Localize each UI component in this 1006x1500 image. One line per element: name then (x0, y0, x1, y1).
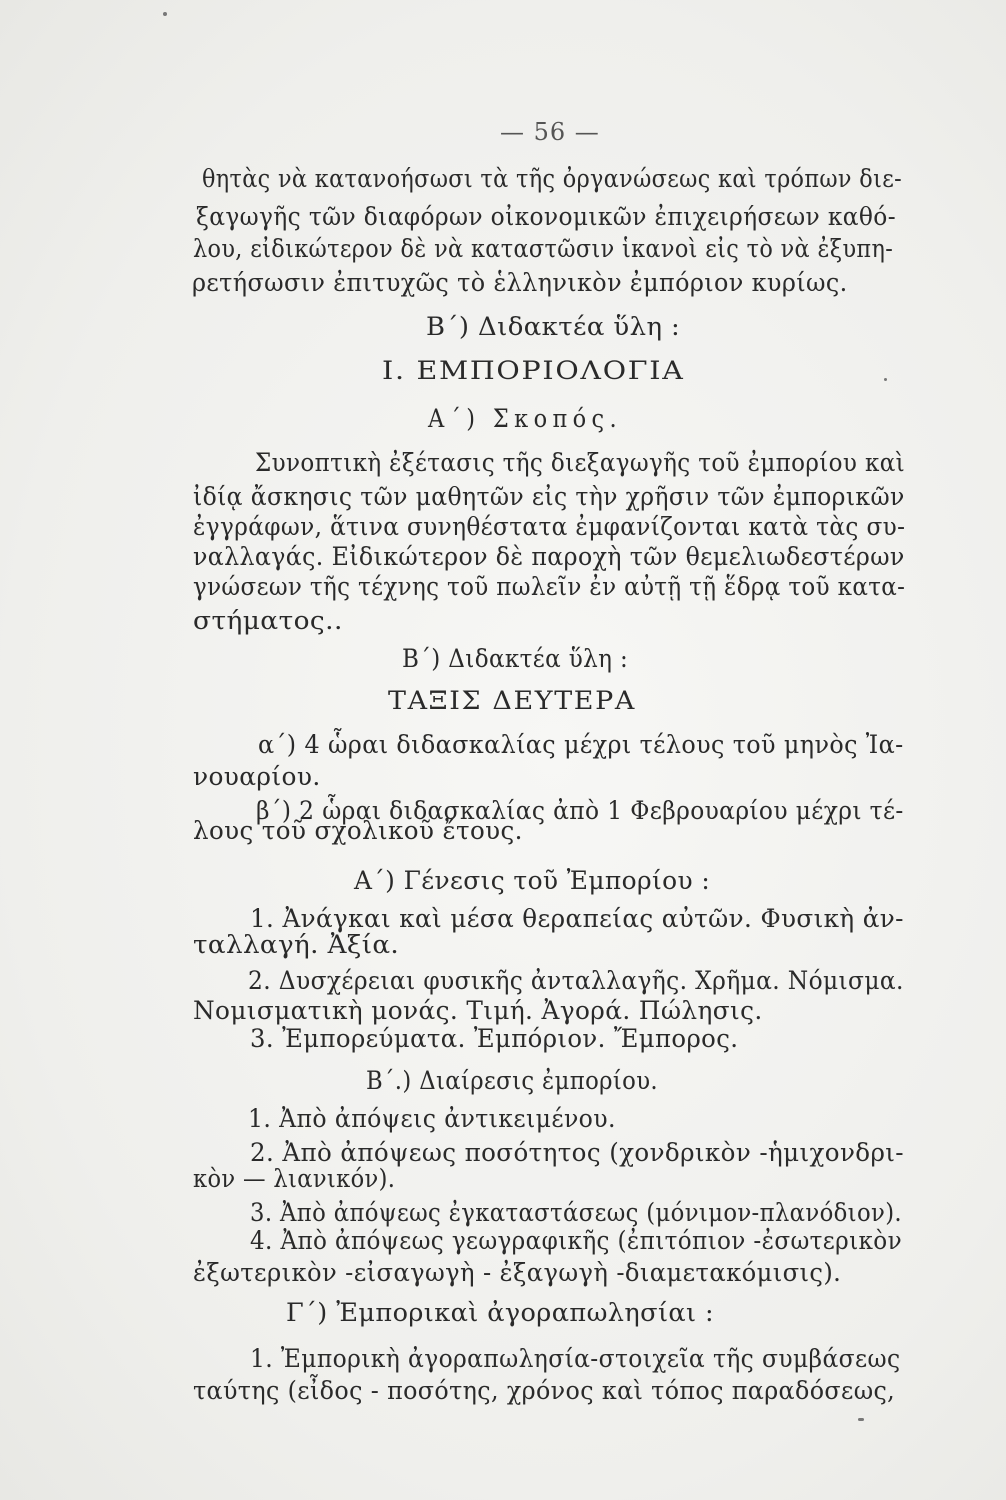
text-line: στήματος.. (193, 606, 343, 635)
ink-speck (163, 12, 167, 16)
class-title: ΤΑΞΙΣ ΔΕΥΤΕΡΑ (388, 686, 636, 715)
text-line: λους τοῦ σχολικοῦ ἔτους. (193, 816, 523, 845)
page-number: — 56 — (500, 118, 600, 146)
chapter-title: Ι. ΕΜΠΟΡΙΟΛΟΓΙΑ (382, 356, 685, 385)
text-line: κὸν — λιανικόν). (193, 1164, 396, 1193)
text-line: ταλλαγή. Ἀξία. (193, 930, 400, 959)
list-item: 3. Ἀπὸ ἀπόψεως ἐγκαταστάσεως (μόνιμον-πλανόδιον). (250, 1198, 903, 1227)
text-line: ἐγγράφων, ἅτινα συνηθέστατα ἐμφανίζονται κατὰ τὰς συ- (193, 512, 906, 541)
text-line: ἰδίᾳ ἄσκησις τῶν μαθητῶν εἰς τὴν χρῆσιν τῶν ἐμπορικῶν (193, 482, 905, 511)
text-line: Συνοπτικὴ ἐξέτασις τῆς διεξαγωγῆς τοῦ ἐμπορίου καὶ (255, 448, 906, 477)
text-line: νουαρίου. (193, 762, 321, 791)
list-item: 2. Δυσχέρειαι φυσικῆς ἀνταλλαγῆς. Χρῆμα. Νόμισμα. (248, 966, 904, 995)
list-item: 3. Ἐμπορεύματα. Ἐμπόριον. Ἔμπορος. (250, 1024, 739, 1053)
text-line: ταύτης (εἶδος - ποσότης, χρόνος καὶ τόπος παραδόσεως, (193, 1376, 896, 1405)
text-line: ἐξωτερικὸν -εἰσαγωγὴ - ἐξαγωγὴ -διαμετακόμισις). (193, 1258, 842, 1287)
text-line: λου, εἰδικώτερον δὲ νὰ καταστῶσιν ἱκανοὶ εἰς τὸ νὰ ἐξυπη- (193, 234, 894, 263)
ink-speck (884, 378, 887, 381)
text-line: α΄) 4 ὧραι διδασκαλίας μέχρι τέλους τοῦ μηνὸς Ἰα- (258, 730, 904, 759)
text-line: Νομισματικὴ μονάς. Τιμή. Ἀγορά. Πώλησις. (193, 996, 763, 1025)
text-line: θητὰς νὰ κατανοήσωσι τὰ τῆς ὀργανώσεως καὶ τρόπων διε- (202, 164, 903, 193)
list-item: 1. Ἀπὸ ἀπόψεις ἀντικειμένου. (248, 1104, 616, 1133)
section-heading: Γ΄) Ἐμπορικαὶ ἀγοραπωλησίαι : (286, 1298, 714, 1327)
list-item: 1. Ἐμπορικὴ ἀγοραπωλησία-στοιχεῖα τῆς συμβάσεως (250, 1344, 901, 1373)
text-line: β΄) 2 ὧραι διδασκαλίας ἀπὸ 1 Φεβρουαρίου μέχρι τέ- (256, 796, 904, 825)
text-line: ναλλαγάς. Εἰδικώτερον δὲ παροχὴ τῶν θεμελιωδεστέρων (193, 542, 905, 571)
text-line: ρετήσωσιν ἐπιτυχῶς τὸ ἑλληνικὸν ἐμπόριον κυρίως. (192, 268, 848, 297)
section-heading: Β΄) Διδακτέα ὕλη : (426, 312, 681, 341)
list-item: 2. Ἀπὸ ἀπόψεως ποσότητος (χονδρικὸν -ἡμιχονδρι- (250, 1138, 904, 1167)
text-line: γνώσεων τῆς τέχνης τοῦ πωλεῖν ἐν αὐτῇ τῇ ἕδρᾳ τοῦ κατα- (193, 572, 906, 601)
list-item: 4. Ἀπὸ ἀπόψεως γεωγραφικῆς (ἐπιτόπιον -ἐσωτερικὸν (250, 1226, 902, 1255)
ink-speck (858, 1418, 864, 1421)
section-heading: Β΄) Διδακτέα ὕλη : (402, 644, 629, 673)
list-item: 1. Ἀνάγκαι καὶ μέσα θεραπείας αὐτῶν. Φυσικὴ ἀν- (250, 904, 904, 933)
section-heading: Β΄.) Διαίρεσις ἐμπορίου. (366, 1066, 658, 1095)
text-line: ξαγωγῆς τῶν διαφόρων οἰκονομικῶν ἐπιχειρήσεων καθό- (196, 202, 896, 231)
section-heading: Α΄) Γένεσις τοῦ Ἐμπορίου : (354, 866, 711, 895)
section-heading: Α΄) Σκοπός. (428, 404, 623, 433)
